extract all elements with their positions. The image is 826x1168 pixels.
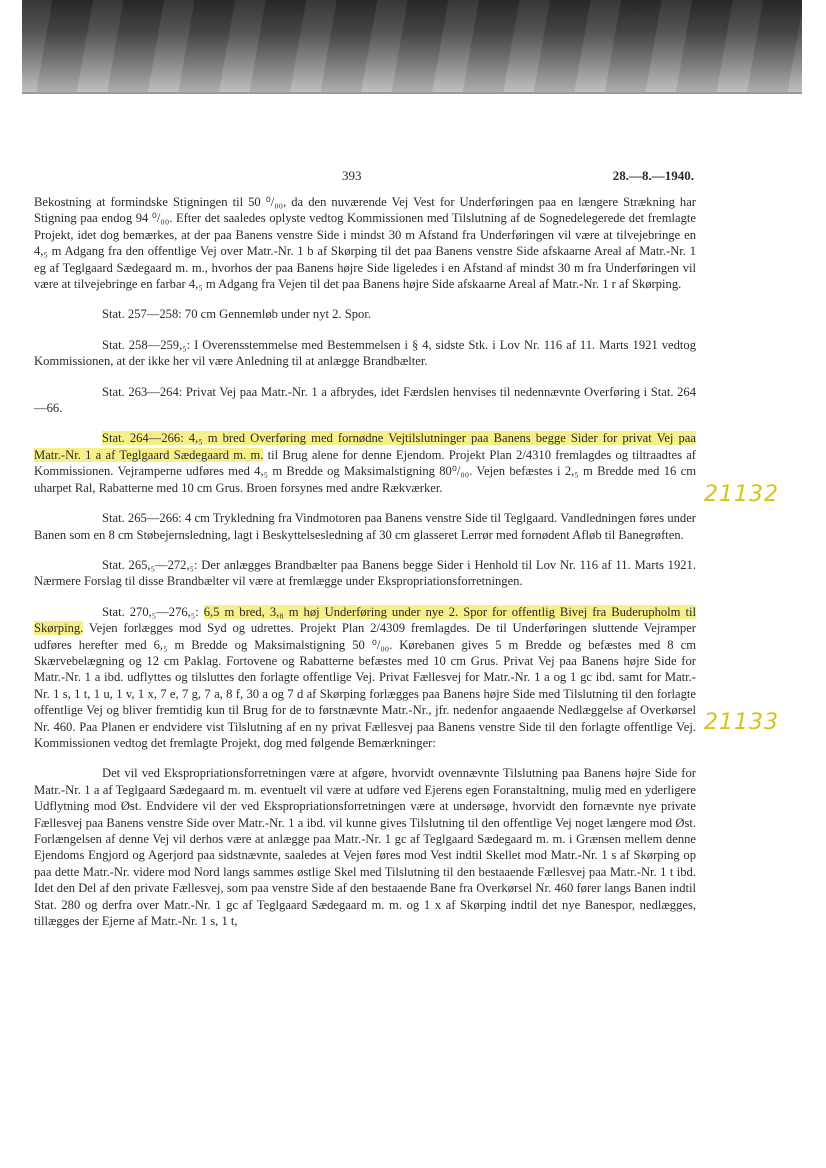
highlighted-text: Stat. 264—266: 4,₅ m bred Overføring med fornødne Vejtilslutninger paa Banens begge Sider for privat Vej paa Matr.-Nr. 1 a af Teglgaard Sædegaard m. m.	[34, 431, 696, 462]
document-page	[34, 160, 696, 943]
handwritten-annotation: 21133	[704, 710, 779, 735]
scan-shadow-top	[22, 0, 802, 92]
paragraph: Det vil ved Ekspropriationsforretningen være at afgøre, hvorvidt ovennævnte Tilslutning paa Banens højre Side for Matr.-Nr. 1 a af Teglgaard Sædegaard m. m. eventuelt vil være at udføre ved Ejerens egen Foranstaltning, mulig med en yderligere Udflytning mod Øst. Endvidere vil der ved Ekspropriationsforretningen være at undersøge, hvorvidt den fornævnte nye private Fællesvej paa Banens venstre Side over Matr.-Nr. 1 a ibd. vil kunne gives Tilslutning til den offentlige Vej noget længere mod Øst. Forlængelsen af denne Vej vil derhos være at anlægge paa Matr.-Nr. 1 gc af Teglgaard Sædegaard m. m. i Grænsen mellem denne Ejendoms Engjord og Agerjord paa sidstnævnte, saaledes at Vejen føres mod Vest indtil Skellet mod Matr.-Nr. 1 s af Skørping op paa dette Matr.-Nr. videre mod Nord langs sammes østlige Skel med Tilslutning til den bestaaende Fællesvej paa Matr.-Nr. 1 t ibd. Idet den Del af den private Fællesvej, som paa venstre Side af den bestaaende Bane fra Overkørsel Nr. 460 fører langs Banen indtil Stat. 280 og derfra over Matr.-Nr. 1 gc af Teglgaard Sædegaard m. m. og 1 x af Skørping indtil det nye Banespor, nedlægges, tillægges der Ejerne af Matr.-Nr. 1 s, 1 t,	[34, 766, 696, 929]
paragraph-text: Stat. 270,₅—276,₅:	[102, 604, 204, 619]
paragraph-text: til Brug alene for denne Ejendom. Projekt Plan 2/4310 fremlagdes og tiltraadtes af Kommissionen. Vejramperne udføres med 4,₅ m Bredde og Maksimalstigning 80⁰/₀₀. Vejen befæstes i 2,₅ m Bredde med 16 cm uharpet Ral, Rabatterne med 10 cm Grus. Broen forsynes med andre Rækværker.	[34, 447, 697, 495]
paragraph: Stat. 263—264: Privat Vej paa Matr.-Nr. 1 a afbrydes, idet Færdslen henvises til nedennævnte Overføring i Stat. 264—66.	[34, 384, 696, 416]
paragraph: Bekostning at formindske Stigningen til 50 ⁰/₀₀, da den nuværende Vej Vest for Underføringen paa en længere Strækning har Stigning paa endog 94 ⁰/₀₀. Efter det saaledes oplyste vedtog Kommissionen med Tilslutning af de Sognedelegerede det fremlagte Projekt, idet dog bemærkes, at der paa Banens venstre Side i mindst 30 m Afstand fra Underføringen vil være at tilvejebringe en 4,₅ m Adgang fra den offentlige Vej over Matr.-Nr. 1 b af Skørping til det paa Banens venstre Side afskaarne Areal af Matr.-Nr. 1 eg af Teglgaard Sædegaard m. m., hvorhos der paa Banens højre Side ligeledes i en Afstand af mindst 30 m fra Underføringen vil være at tilvejebringe en farbar 4,₅ m Adgang fra Vejen til det paa Banens højre Side afskaarne Areal af Matr.-Nr. 1 r af Skørping.	[34, 195, 696, 292]
paragraph: Stat. 265—266: 4 cm Trykledning fra Vindmotoren paa Banens venstre Side til Teglgaard. Vandledningen føres under Banen som en 8 cm Støbejernsledning, lagt i Beskyttelsesledning af 30 cm glasseret Lerrør med fornødent Afløb til Banegrøften.	[34, 511, 696, 542]
page-header	[34, 160, 696, 194]
paragraph: Stat. 265,₅—272,₅: Der anlægges Brandbælter paa Banens begge Sider i Henhold til Lov Nr. 116 af 11. Marts 1921. Nærmere Forslag til disse Brandbælter vil være at fremlægge under Ekspropriationsforretningen.	[34, 557, 696, 589]
paragraph-highlighted	[34, 604, 696, 752]
scan-edge-line	[22, 92, 802, 94]
highlighted-text: 6,5 m bred, 3,₈ m høj Underføring under nye 2. Spor for offentlig Bivej fra Buderupholm til Skørping.	[34, 604, 696, 636]
paragraph-text: Vejen forlægges mod Syd og udrettes. Projekt Plan 2/4309 fremlagdes. De til Underføringen sluttende Vejramper udføres herefter med 6,₅ m Bredde og Maksimalstigning 50 ⁰/₀₀. Kørebanen gives 5 m Bredde og befæstes med 8 cm Skærvebelægning og 12 cm Paklag. Fortovene og Rabatterne befæstes med 10 cm Grus. Privat Vej paa Banens højre Side for Matr.-Nr. 1 a ibd. udflyttes og tilsluttes den forlagte offentlige Vej. Privat Fællesvej for Matr.-Nr. 1 a og 1 gc ibd. samt for Matr.-Nr. 1 s, 1 t, 1 u, 1 v, 1 x, 7 e, 7 g, 7 a, 8 f, 30 a og 7 d af Skørping forlægges paa Banens højre Side med Tilslutning til den forlagte offentlige Vej og bliver fremtidig kun til Brug for de to førstnævnte Matr.-Nr., jfr. nedenfor angaaende Nedlæggelse af Overkørsel Nr. 460. Paa Planen er endvidere vist Tilslutning af en ny privat Fællesvej paa Banens venstre Side til den forlagte offentlige Vej. Kommissionen vedtog det fremlagte Projekt, dog med følgende Bemærkninger:	[34, 621, 696, 750]
paragraph: Stat. 257—258: 70 cm Gennemløb under nyt 2. Spor.	[102, 307, 371, 322]
page-number: 393	[342, 168, 362, 183]
handwritten-annotation: 21132	[704, 482, 779, 507]
paragraph: Stat. 258—259,₅: I Overensstemmelse med Bestemmelsen i § 4, sidste Stk. i Lov Nr. 116 af 11. Marts 1921 vedtog Kommissionen, at der ikke her vil være Anledning til at anlægge Brandbælter.	[34, 337, 696, 369]
page-date: 28.—8.—1940.	[612, 168, 694, 183]
paragraph-highlighted	[34, 430, 696, 496]
